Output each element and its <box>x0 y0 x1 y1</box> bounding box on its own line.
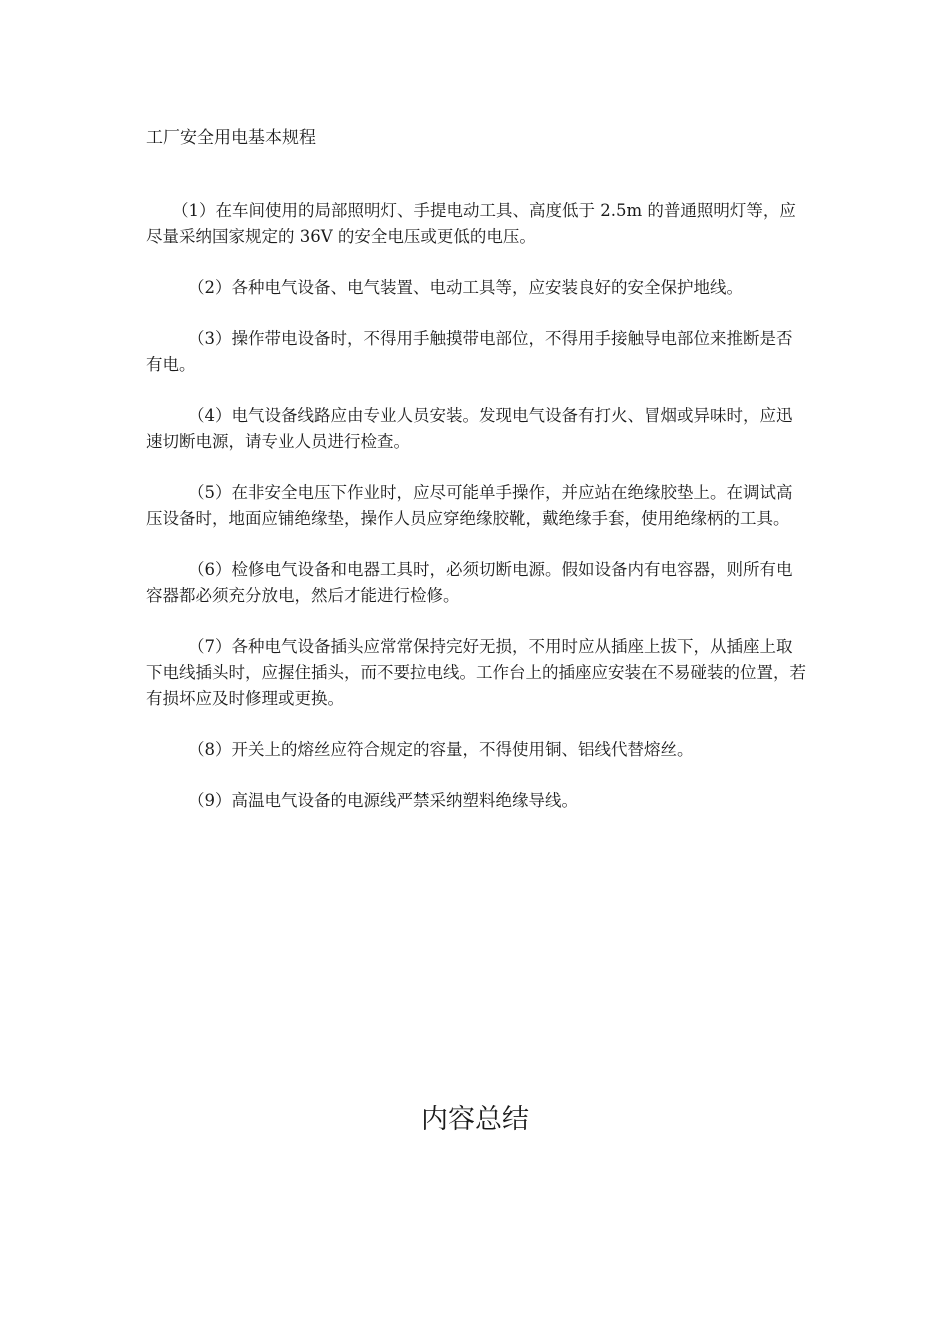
rule-item <box>146 557 806 609</box>
rule-text: （3）操作带电设备时，不得用手触摸带电部位，不得用手接触导电部位来推断是否有电。 <box>146 329 793 374</box>
document-title: 工厂安全用电基本规程 <box>146 128 316 148</box>
rule-text: （6）检修电气设备和电器工具时，必须切断电源。假如设备内有电容器，则所有电容器都必须充分放电，然后才能进行检修。 <box>146 560 793 605</box>
rules-list <box>146 198 806 839</box>
rule-text: （8）开关上的熔丝应符合规定的容量，不得使用铜、铝线代替熔丝。 <box>188 740 694 759</box>
rule-item <box>146 403 806 455</box>
rule-text: （4）电气设备线路应由专业人员安装。发现电气设备有打火、冒烟或异味时，应迅速切断电源，请专业人员进行检查。 <box>146 406 793 451</box>
summary-heading: 内容总结 <box>421 1104 529 1135</box>
rule-item <box>146 788 806 814</box>
rule-item <box>146 737 806 763</box>
rule-text: （1）在车间使用的局部照明灯、手提电动工具、高度低于 2.5m 的普通照明灯等，应尽量采纳国家规定的 36V 的安全电压或更低的电压。 <box>146 201 796 246</box>
rule-item <box>146 634 806 712</box>
rule-item <box>146 275 806 301</box>
rule-item <box>146 198 806 250</box>
rule-item <box>146 326 806 378</box>
rule-text: （9）高温电气设备的电源线严禁采纳塑料绝缘导线。 <box>188 791 578 810</box>
rule-text: （2）各种电气设备、电气装置、电动工具等，应安装良好的安全保护地线。 <box>188 278 743 297</box>
rule-text: （7）各种电气设备插头应常常保持完好无损，不用时应从插座上拔下，从插座上取下电线插头时，应握住插头，而不要拉电线。工作台上的插座应安装在不易碰装的位置，若有损坏应及时修理或更换。 <box>146 637 806 708</box>
rule-item <box>146 480 806 532</box>
rule-text: （5）在非安全电压下作业时，应尽可能单手操作，并应站在绝缘胶垫上。在调试高压设备时，地面应铺绝缘垫，操作人员应穿绝缘胶靴，戴绝缘手套，使用绝缘柄的工具。 <box>146 483 793 528</box>
